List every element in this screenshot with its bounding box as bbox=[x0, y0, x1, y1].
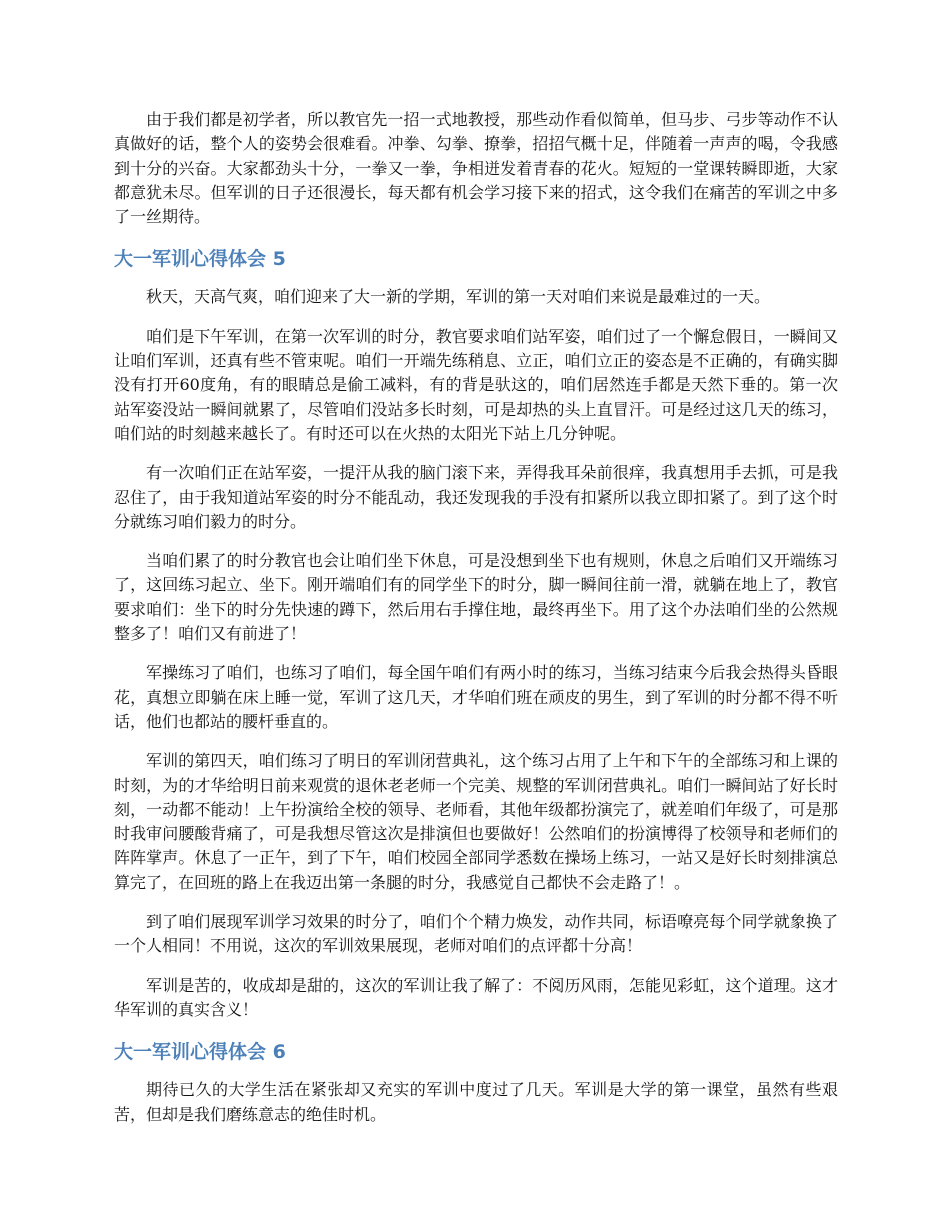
paragraph: 咱们是下午军训，在第一次军训的时分，教官要求咱们站军姿，咱们过了一个懈怠假日，一瞬间又让咱们军训，还真有些不管束呢。咱们一开端先练稍息、立正，咱们立正的姿态是不正确的，有确实脚没有打开60度角，有的眼睛总是偷工减料，有的背是驮这的，咱们居然连手都是天然下垂的。第一次站军姿没站一瞬间就累了，尽管咱们没站多长时刻，可是却热的头上直冒汗。可是经过这几天的练习，咱们站的时刻越来越长了。有时还可以在火热的太阳光下站上几分钟呢。 bbox=[114, 326, 838, 443]
paragraph: 期待已久的大学生活在紧张却又充实的军训中度过了几天。军训是大学的第一课堂，虽然有些艰苦，但却是我们磨练意志的绝佳时机。 bbox=[114, 1080, 838, 1124]
section-heading: 大一军训心得体会 5 bbox=[114, 248, 286, 271]
paragraph: 由于我们都是初学者，所以教官先一招一式地教授，那些动作看似简单，但马步、弓步等动作不认真做好的话，整个人的姿势会很难看。冲拳、勾拳、撩拳，招招气概十足，伴随着一声声的喝，令我感到十分的兴奋。大家都劲头十分，一拳又一拳，争相迸发着青春的花火。短短的一堂课转瞬即逝，大家都意犹未尽。但军训的日子还很漫长，每天都有机会学习接下来的招式，这令我们在痛苦的军训之中多了一丝期待。 bbox=[114, 110, 838, 227]
paragraph: 军训是苦的，收成却是甜的，这次的军训让我了解了：不阅历风雨，怎能见彩虹，这个道理。这才华军训的真实含义！ bbox=[114, 975, 838, 1019]
paragraph: 有一次咱们正在站军姿，一提汗从我的脑门滚下来，弄得我耳朵前很痒，我真想用手去抓，可是我忍住了，由于我知道站军姿的时分不能乱动，我还发现我的手没有扣紧所以我立即扣紧了。到了这个时分就练习咱们毅力的时分。 bbox=[114, 463, 838, 531]
paragraph: 军训的第四天，咱们练习了明日的军训闭营典礼，这个练习占用了上午和下午的全部练习和上课的时刻，为的才华给明日前来观赏的退休老老师一个完美、规整的军训闭营典礼。咱们一瞬间站了好长时刻，一动都不能动！上午扮演给全校的领导、老师看，其他年级都扮演完了，就差咱们年级了，可是那时我审问腰酸背痛了，可是我想尽管这次是排演但也要做好！公然咱们的扮演博得了校领导和老师们的阵阵掌声。休息了一正午，到了下午，咱们校园全部同学悉数在操场上练习，一站又是好长时刻排演总算完了，在回班的路上在我迈出第一条腿的时分，我感觉自己都快不会走路了！。 bbox=[114, 751, 838, 892]
paragraph: 军操练习了咱们，也练习了咱们，每全国午咱们有两小时的练习，当练习结束今后我会热得头昏眼花，真想立即躺在床上睡一觉，军训了这几天，才华咱们班在顽皮的男生，到了军训的时分都不得不听话，他们也都站的腰杆垂直的。 bbox=[114, 663, 838, 731]
section-heading: 大一军训心得体会 6 bbox=[114, 1041, 286, 1064]
document-page bbox=[114, 108, 838, 1142]
paragraph: 当咱们累了的时分教官也会让咱们坐下休息，可是没想到坐下也有规则，休息之后咱们又开端练习了，这回练习起立、坐下。刚开端咱们有的同学坐下的时分，脚一瞬间往前一滑，就躺在地上了，教官要求咱们：坐下的时分先快速的蹲下，然后用右手撑住地，最终再坐下。用了这个办法咱们坐的公然规整多了！咱们又有前进了！ bbox=[114, 551, 838, 644]
paragraph: 秋天，天高气爽，咱们迎来了大一新的学期，军训的第一天对咱们来说是最难过的一天。 bbox=[146, 287, 771, 307]
paragraph: 到了咱们展现军训学习效果的时分了，咱们个个精力焕发，动作共同，标语嘹亮每个同学就象换了一个人相同！不用说，这次的军训效果展现，老师对咱们的点评都十分高！ bbox=[114, 912, 838, 956]
